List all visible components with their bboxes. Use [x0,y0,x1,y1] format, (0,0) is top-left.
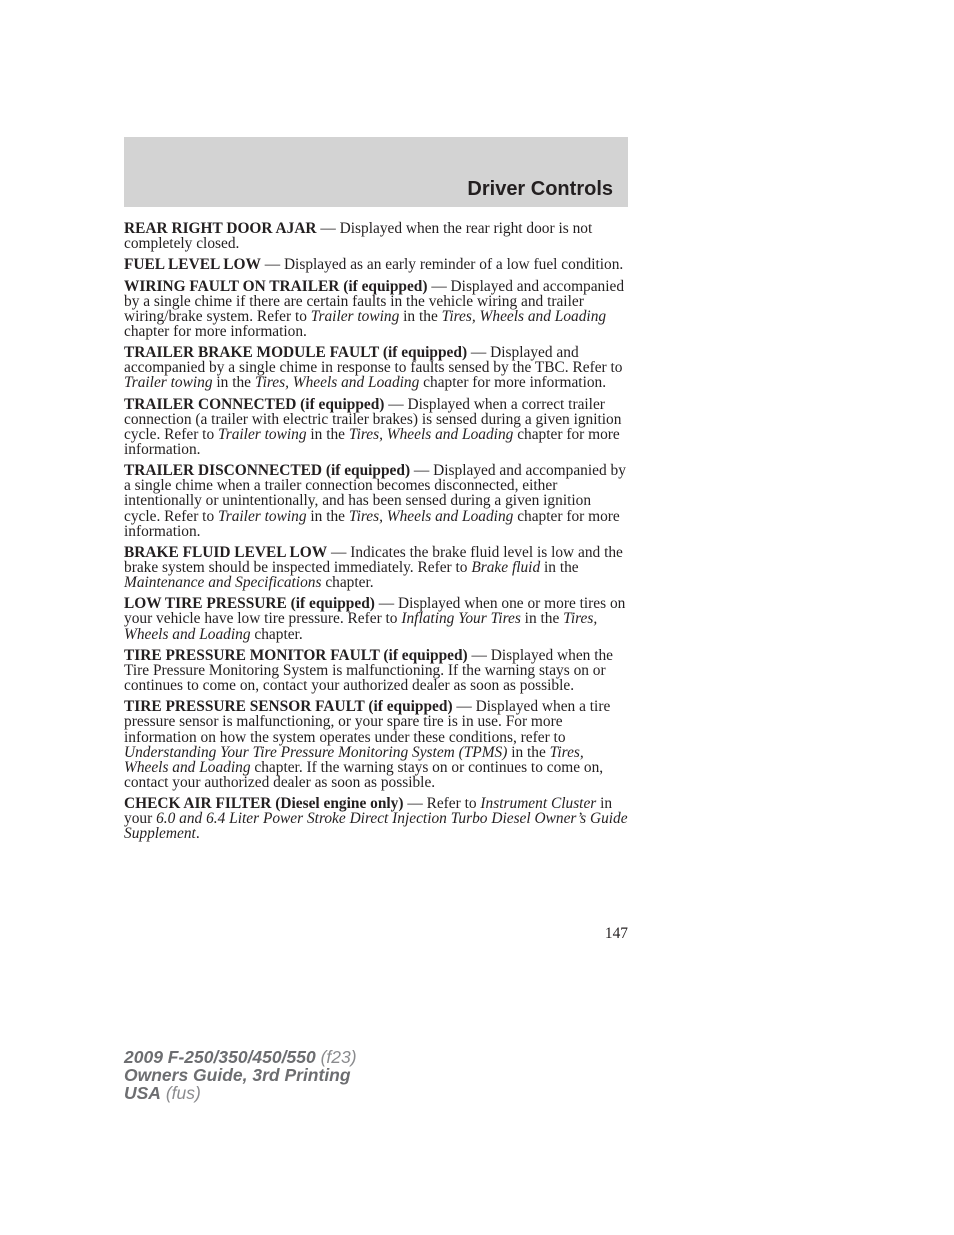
cross-reference: Brake fluid [471,559,541,576]
description-text: — Displayed when one or more tires on your vehicle have low tire pressure. Refer to [124,595,626,628]
footer-line-model [124,1048,357,1066]
description-text: — Displayed when a correct trailer connection (a trailer with electric trailer brakes) is sensed during a given ignition cycle. Refer to [124,395,622,443]
warning-message-term: BRAKE FLUID LEVEL LOW [124,543,328,561]
warning-message-term: TRAILER DISCONNECTED (if equipped) [124,462,411,480]
cross-reference: Understanding Your Tire Pressure Monitoring System (TPMS) [124,743,508,761]
cross-reference: Trailer towing [218,425,307,443]
warning-message-term: REAR RIGHT DOOR AJAR [124,220,317,237]
description-text: chapter. [250,625,303,643]
description-text: in the [399,307,442,325]
footer-line-guide [124,1066,357,1084]
description-text: chapter. [321,574,374,592]
warning-message-entry [124,463,629,538]
description-text: in the [540,559,579,576]
description-text: — Indicates the brake fluid level is low and the brake system should be inspected immediately. Refer to [124,543,623,576]
warning-message-entry [124,596,629,641]
cross-reference: Tires, Wheels and Loading [124,610,598,643]
cross-reference: Tires, Wheels and Loading [441,307,607,325]
cross-reference: Trailer towing [218,507,307,525]
warning-message-entry [124,545,629,590]
description-text: — Displayed and accompanied by a single chime when a trailer connection becomes disconnected, either intentionally or unintentionally, and has been sensed during a given ignition cycle. Refer to [124,462,626,525]
description-text: — Displayed and accompanied by a single chime if there are certain faults in the vehicle wiring and trailer wiring/brake system. Refer to [124,277,625,325]
description-text: — Displayed and accompanied by a single chime in response to faults sensed by the TBC. Refer to [124,344,623,377]
description-text: in your [124,795,613,828]
warning-message-entry [124,397,629,457]
warning-message-entry [124,345,629,390]
cross-reference: 6.0 and 6.4 Liter Power Stroke Direct Injection Turbo Diesel Owner’s Guide Supplement [124,810,628,843]
warning-message-entry [124,699,629,790]
warning-message-term: TRAILER BRAKE MODULE FAULT (if equipped) [124,344,468,362]
description-text: in the [507,743,550,761]
description-text: in the [212,374,255,392]
section-header-band [124,137,628,207]
cross-reference: Maintenance and Specifications [124,574,322,592]
description-text: chapter for more information. [124,425,620,458]
cross-reference: Tires, Wheels and Loading [348,507,514,525]
warning-message-entry [124,648,629,693]
description-text: in the [306,507,349,525]
description-text: . [195,825,200,843]
description-text: chapter for more information. [419,374,607,392]
description-text: chapter for more information. [124,507,620,540]
cross-reference: Inflating Your Tires [401,610,521,628]
cross-reference: Tires, Wheels and Loading [348,425,514,443]
page-number: 147 [604,925,628,942]
description-text: — Displayed when a tire pressure sensor is malfunctioning, or your spare tire is in use. For more information on how the system operates under these conditions, refer to [124,698,611,746]
description-text: — Displayed when the Tire Pressure Monitoring System is malfunctioning. If the warning stays on or continues to come on, contact your authorized dealer as soon as possible. [124,646,613,695]
warning-message-term: FUEL LEVEL LOW [124,256,261,274]
warning-message-entry [124,796,629,841]
warning-message-term: CHECK AIR FILTER (Diesel engine only) [124,795,404,813]
footer-market-code: (fus) [165,1083,201,1103]
warning-message-term: TIRE PRESSURE MONITOR FAULT (if equipped) [124,646,468,664]
cross-reference: Instrument Cluster [480,795,597,813]
warning-messages-list [124,221,629,848]
document-footer [124,1048,357,1102]
warning-message-entry [124,279,629,339]
cross-reference: Trailer towing [310,307,400,325]
description-text: — Refer to [403,795,481,813]
footer-guide-edition: Owners Guide, 3rd Printing [124,1065,351,1085]
warning-message-entry [124,257,629,272]
warning-message-term: LOW TIRE PRESSURE (if equipped) [124,595,375,613]
description-text: in the [306,425,349,443]
footer-model: 2009 F-250/350/450/550 [124,1047,316,1067]
description-text: chapter for more information. [124,322,307,340]
warning-message-term: TRAILER CONNECTED (if equipped) [124,395,385,413]
footer-model-code: (f23) [320,1047,357,1067]
description-text: — Displayed when the rear right door is not completely closed. [124,220,593,253]
warning-message-entry [124,221,629,251]
description-text: in the [520,610,564,628]
description-text: — Displayed as an early reminder of a low fuel condition. [260,256,624,274]
warning-message-term: WIRING FAULT ON TRAILER (if equipped) [124,277,428,295]
footer-market: USA [124,1083,161,1103]
cross-reference: Trailer towing [124,374,213,392]
cross-reference: Tires, Wheels and Loading [124,743,584,776]
warning-message-term: TIRE PRESSURE SENSOR FAULT (if equipped) [124,698,453,716]
cross-reference: Tires, Wheels and Loading [254,374,420,392]
description-text: chapter. If the warning stays on or continues to come on, contact your authorized dealer as soon as possible. [124,758,604,791]
section-title: Driver Controls [467,178,613,200]
footer-line-market [124,1084,357,1102]
